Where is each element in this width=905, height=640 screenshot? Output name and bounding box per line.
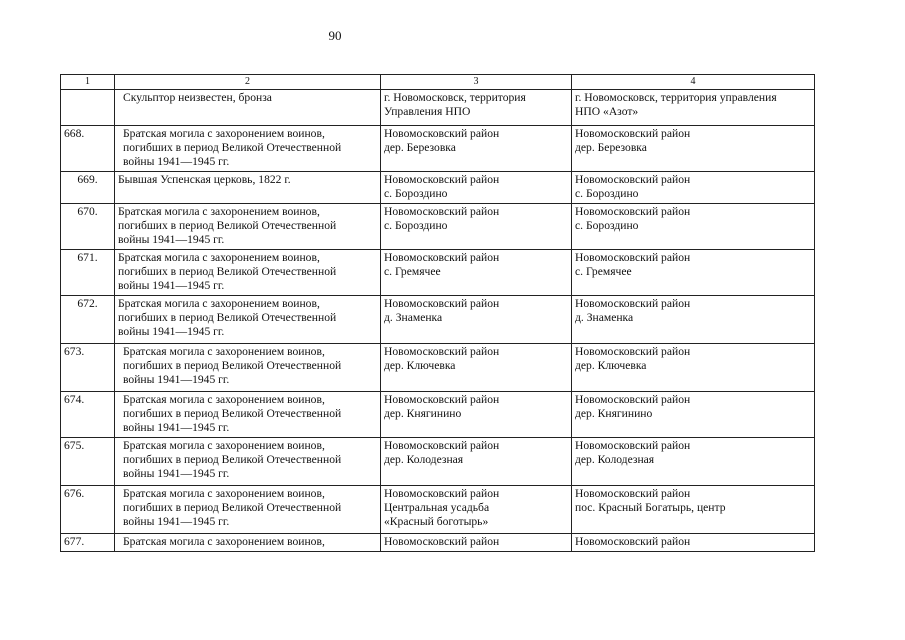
location-current-cell (572, 486, 815, 534)
location-historical-line: Новомосковский район (384, 297, 500, 310)
location-historical-cell (381, 90, 572, 126)
monument-name-cell (115, 438, 381, 486)
column-number-2: 2 (115, 75, 381, 90)
location-historical-line: дер. Ключевка (384, 359, 456, 372)
row-number: 671. (61, 250, 115, 296)
location-historical-cell (381, 344, 572, 392)
column-number-1: 1 (61, 75, 115, 90)
monument-name-line: Братская могила с захоронением воинов, (123, 345, 325, 358)
location-historical-line: дер. Колодезная (384, 453, 464, 466)
location-current-line: Новомосковский район (575, 487, 691, 500)
location-historical-line: «Красный боготырь» (384, 515, 489, 528)
row-number: 668. (61, 126, 115, 172)
row-number: 672. (61, 296, 115, 344)
location-historical-line: Новомосковский район (384, 127, 500, 140)
location-historical-line: Новомосковский район (384, 173, 500, 186)
location-historical-line: Новомосковский район (384, 439, 500, 452)
location-historical-cell (381, 392, 572, 438)
location-historical-line: Новомосковский район (384, 535, 500, 548)
location-current-line: Новомосковский район (575, 127, 691, 140)
row-number: 669. (61, 172, 115, 204)
table-row (61, 126, 815, 172)
monument-name-line: погибших в период Великой Отечественной (123, 501, 342, 514)
table-row (61, 486, 815, 534)
row-number: 674. (61, 392, 115, 438)
row-number: 670. (61, 204, 115, 250)
column-number-row (61, 75, 815, 90)
location-current-line: Новомосковский район (575, 297, 691, 310)
location-historical-line: Новомосковский район (384, 393, 500, 406)
location-current-line: д. Знаменка (575, 311, 634, 324)
location-current-line: Новомосковский район (575, 393, 691, 406)
location-historical-line: с. Бороздино (384, 187, 448, 200)
monument-name-line: войны 1941—1945 гг. (118, 279, 225, 292)
location-current-line: Новомосковский район (575, 345, 691, 358)
table-row (61, 344, 815, 392)
monuments-table (60, 74, 815, 552)
location-current-cell (572, 126, 815, 172)
location-current-line: дер. Княгинино (575, 407, 653, 420)
location-historical-line: г. Новомосковск, территория (384, 91, 526, 104)
location-historical-cell (381, 296, 572, 344)
monument-name-cell (115, 172, 381, 204)
monument-name-line: Братская могила с захоронением воинов, (118, 297, 320, 310)
monument-name-cell (115, 250, 381, 296)
location-historical-cell (381, 126, 572, 172)
location-current-line: дер. Березовка (575, 141, 647, 154)
location-current-line: Новомосковский район (575, 439, 691, 452)
location-current-line: Новомосковский район (575, 251, 691, 264)
monument-name-cell (115, 204, 381, 250)
monument-name-line: Скульптор неизвестен, бронза (123, 91, 272, 104)
page-number: 90 (328, 28, 342, 43)
location-current-cell (572, 296, 815, 344)
monument-name-line: Братская могила с захоронением воинов, (123, 535, 325, 548)
location-historical-line: Управления НПО (384, 105, 471, 118)
location-current-line: г. Новомосковск, территория управления (575, 91, 777, 104)
table-row (61, 296, 815, 344)
monument-name-line: войны 1941—1945 гг. (123, 373, 230, 386)
location-current-cell (572, 250, 815, 296)
location-historical-cell (381, 172, 572, 204)
location-historical-line: с. Бороздино (384, 219, 448, 232)
location-historical-cell (381, 438, 572, 486)
monument-name-line: Братская могила с захоронением воинов, (123, 127, 325, 140)
location-current-cell (572, 392, 815, 438)
table-row (61, 204, 815, 250)
row-number: 675. (61, 438, 115, 486)
location-historical-line: Новомосковский район (384, 251, 500, 264)
monument-name-line: Братская могила с захоронением воинов, (123, 439, 325, 452)
monument-name-line: Братская могила с захоронением воинов, (123, 487, 325, 500)
table-row (61, 90, 815, 126)
monument-name-line: войны 1941—1945 гг. (123, 155, 230, 168)
column-number-4: 4 (572, 75, 815, 90)
location-current-cell (572, 438, 815, 486)
monument-name-cell (115, 392, 381, 438)
monument-name-line: погибших в период Великой Отечественной (118, 265, 337, 278)
monument-name-line: войны 1941—1945 гг. (118, 325, 225, 338)
monument-name-line: войны 1941—1945 гг. (123, 421, 230, 434)
monument-name-cell (115, 90, 381, 126)
location-historical-cell (381, 204, 572, 250)
location-historical-cell (381, 534, 572, 552)
monument-name-cell (115, 534, 381, 552)
column-number-3: 3 (381, 75, 572, 90)
monument-name-line: Братская могила с захоронением воинов, (123, 393, 325, 406)
monument-name-line: войны 1941—1945 гг. (118, 233, 225, 246)
monument-name-line: погибших в период Великой Отечественной (123, 453, 342, 466)
location-historical-line: Новомосковский район (384, 205, 500, 218)
location-current-line: дер. Ключевка (575, 359, 647, 372)
monument-name-line: Братская могила с захоронением воинов, (118, 205, 320, 218)
location-current-line: Новомосковский район (575, 173, 691, 186)
monument-name-line: войны 1941—1945 гг. (123, 467, 230, 480)
location-historical-line: Новомосковский район (384, 487, 500, 500)
table-row (61, 250, 815, 296)
location-current-line: Новомосковский район (575, 535, 691, 548)
monument-name-line: Братская могила с захоронением воинов, (118, 251, 320, 264)
monument-name-line: погибших в период Великой Отечественной (123, 359, 342, 372)
location-current-cell (572, 172, 815, 204)
location-current-cell (572, 204, 815, 250)
monument-name-cell (115, 344, 381, 392)
location-historical-cell (381, 250, 572, 296)
location-current-cell (572, 344, 815, 392)
row-number: 673. (61, 344, 115, 392)
location-historical-cell (381, 486, 572, 534)
monument-name-line: погибших в период Великой Отечественной (123, 141, 342, 154)
location-historical-line: Центральная усадьба (384, 501, 490, 514)
table-row (61, 438, 815, 486)
location-current-line: дер. Колодезная (575, 453, 655, 466)
table-row (61, 392, 815, 438)
row-number: 676. (61, 486, 115, 534)
monument-name-line: погибших в период Великой Отечественной (118, 311, 337, 324)
location-current-line: пос. Красный Богатырь, центр (575, 501, 726, 514)
location-current-cell (572, 534, 815, 552)
location-current-line: Новомосковский район (575, 205, 691, 218)
table-row (61, 172, 815, 204)
monument-name-line: Бывшая Успенская церковь, 1822 г. (118, 173, 291, 186)
monument-name-line: войны 1941—1945 гг. (123, 515, 230, 528)
monument-name-line: погибших в период Великой Отечественной (123, 407, 342, 420)
monument-name-cell (115, 296, 381, 344)
location-current-line: НПО «Азот» (575, 105, 639, 118)
row-number (61, 90, 115, 126)
location-current-cell (572, 90, 815, 126)
table-row (61, 534, 815, 552)
location-historical-line: Новомосковский район (384, 345, 500, 358)
location-historical-line: д. Знаменка (384, 311, 443, 324)
monument-name-line: погибших в период Великой Отечественной (118, 219, 337, 232)
location-historical-line: дер. Княгинино (384, 407, 462, 420)
location-current-line: с. Бороздино (575, 219, 639, 232)
location-current-line: с. Бороздино (575, 187, 639, 200)
monument-name-cell (115, 126, 381, 172)
row-number: 677. (61, 534, 115, 552)
location-current-line: с. Гремячее (575, 265, 632, 278)
monument-name-cell (115, 486, 381, 534)
location-historical-line: дер. Березовка (384, 141, 456, 154)
location-historical-line: с. Гремячее (384, 265, 441, 278)
